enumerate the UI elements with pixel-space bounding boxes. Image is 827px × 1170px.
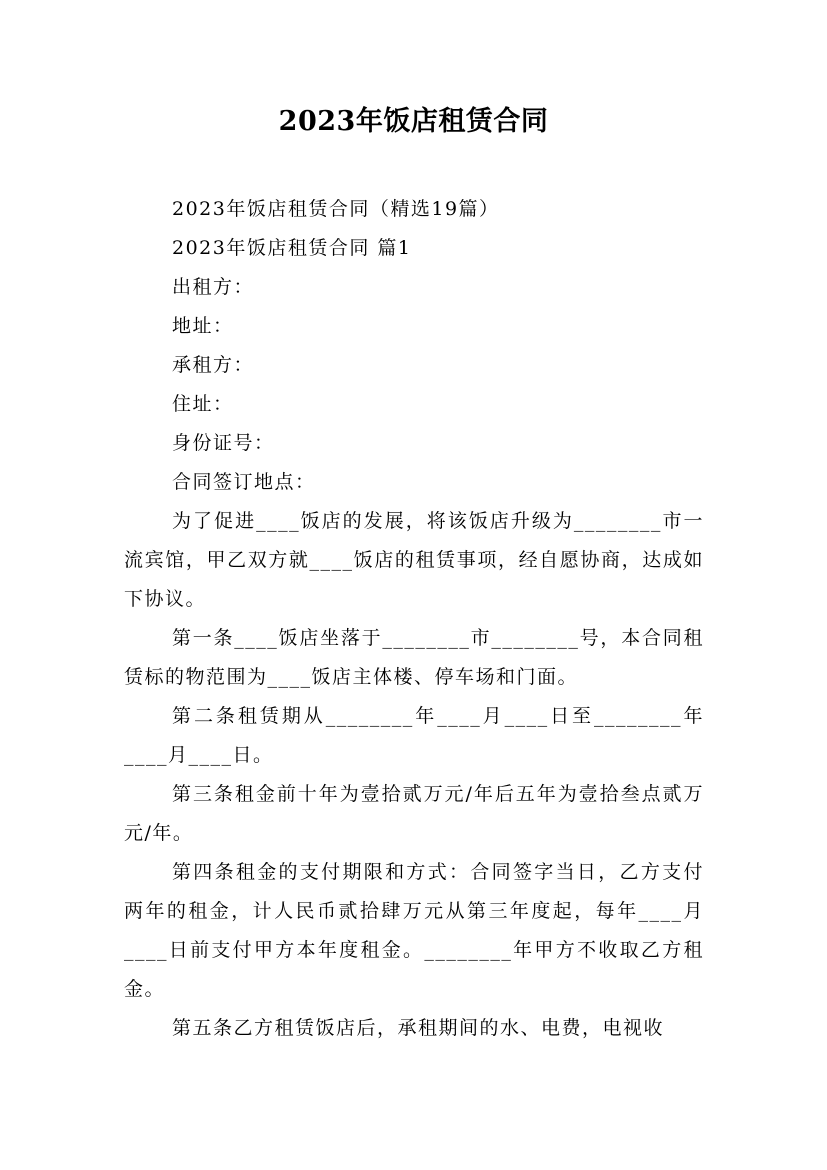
paragraph-preamble: 为了促进____饭店的发展，将该饭店升级为________市一流宾馆，甲乙双方就____饭店的租赁事项，经自愿协商，达成如下协议。 xyxy=(124,510,704,610)
field-lessee: 承租方： xyxy=(172,354,255,376)
field-signing-location: 合同签订地点： xyxy=(172,471,316,493)
paragraph-article-1: 第一条____饭店坐落于________市________号，本合同租赁标的物范围为____饭店主体楼、停车场和门面。 xyxy=(124,627,704,688)
document-body xyxy=(124,190,704,1048)
paragraph-article-5: 第五条乙方租赁饭店后，承租期间的水、电费，电视收 xyxy=(172,1017,665,1039)
field-lessee-address: 住址： xyxy=(172,393,234,415)
document-title: 2023年饭店租赁合同 xyxy=(278,106,549,137)
field-lessor-address: 地址： xyxy=(172,315,234,337)
document-subtitle: 2023年饭店租赁合同（精选19篇） xyxy=(172,198,500,220)
field-lessor: 出租方： xyxy=(172,276,255,298)
paragraph-article-3: 第三条租金前十年为壹拾贰万元/年后五年为壹拾叁点贰万元/年。 xyxy=(124,783,704,844)
field-id-number: 身份证号： xyxy=(172,432,275,454)
paragraph-article-2: 第二条租赁期从________年____月____日至________年____月____日。 xyxy=(124,705,704,766)
paragraph-article-4: 第四条租金的支付期限和方式：合同签字当日，乙方支付两年的租金，计人民币贰拾肆万元从第三年度起，每年____月____日前支付甲方本年度租金。________年甲方不收取乙方租金。 xyxy=(124,861,704,1000)
section-heading: 2023年饭店租赁合同 篇1 xyxy=(172,237,412,259)
